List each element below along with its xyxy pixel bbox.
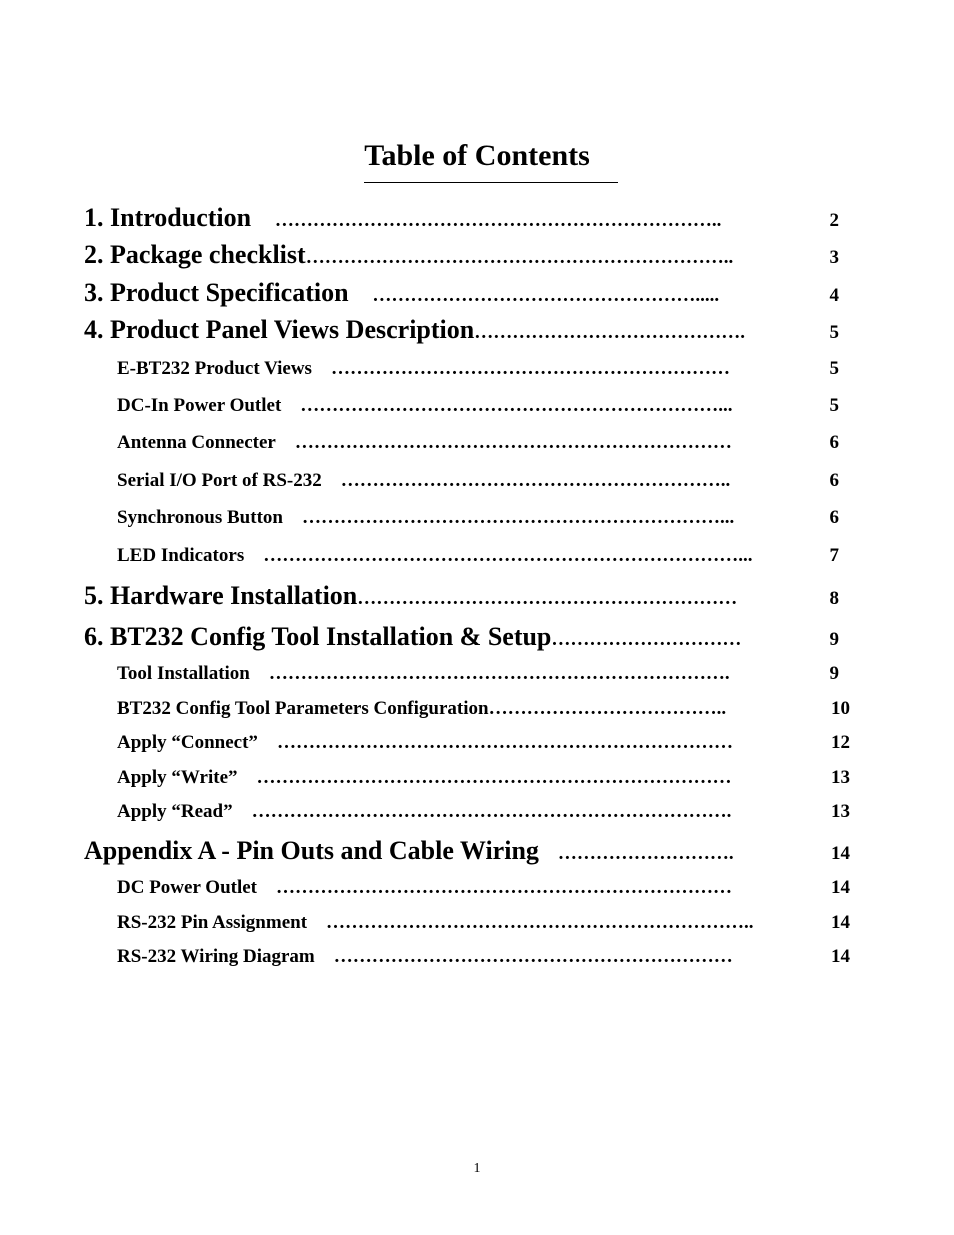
- toc-entry-page: 3: [829, 247, 839, 268]
- toc-entry-hardware-installation[interactable]: [84, 579, 839, 613]
- toc-entry-tool-installation[interactable]: [117, 661, 839, 687]
- toc-leader-dots: …………………………………………………………………...: [244, 545, 753, 566]
- toc-entry-page: 14: [831, 946, 850, 967]
- toc-entry-label: LED Indicators: [117, 545, 245, 566]
- toc-entry-product-specification[interactable]: [84, 276, 839, 310]
- toc-entry-page: 14: [831, 843, 850, 864]
- toc-entry-label: 4. Product Panel Views Description: [84, 315, 475, 344]
- toc-entry-label: DC-In Power Outlet: [117, 395, 282, 416]
- toc-leader-dots: ………………………………………………………………: [257, 877, 733, 898]
- toc-leader-dots: …………………………: [551, 629, 742, 650]
- toc-entry-config-tool-installation[interactable]: [84, 620, 839, 654]
- toc-entry-label: RS-232 Pin Assignment: [117, 912, 308, 933]
- toc-entry-label: Antenna Connecter: [117, 432, 276, 453]
- toc-entry-label: 3. Product Specification: [84, 278, 349, 307]
- toc-leader-dots: …………………………………………………………………: [237, 767, 732, 788]
- toc-entry-serial-io-port[interactable]: [117, 468, 839, 494]
- toc-entry-label: 1. Introduction: [84, 203, 252, 232]
- toc-entry-label: Synchronous Button: [117, 507, 283, 528]
- toc-entry-label: 2. Package checklist: [84, 240, 306, 269]
- toc-leader-dots: ………………………………………………………………….: [232, 801, 732, 822]
- toc-leader-dots: …………………………………………………………...: [282, 507, 735, 528]
- toc-entry-page: 9: [829, 663, 839, 684]
- toc-leader-dots: ……………………….: [538, 843, 753, 864]
- toc-entry-page: 12: [831, 732, 850, 753]
- toc-leader-dots: ………………………………………………………………: [257, 732, 733, 753]
- toc-entry-page: 14: [831, 877, 850, 898]
- toc-entry-package-checklist[interactable]: [84, 238, 839, 272]
- toc-entry-page: 5: [829, 395, 839, 416]
- toc-entry-label: 5. Hardware Installation: [84, 581, 358, 610]
- toc-entry-appendix-a[interactable]: [84, 834, 850, 868]
- toc-leader-dots: …………………………………………………………..: [305, 247, 734, 268]
- toc-entry-synchronous-button[interactable]: [117, 505, 839, 531]
- toc-entry-rs232-pin-assignment[interactable]: [117, 910, 850, 936]
- toc-entry-page: 5: [829, 322, 839, 343]
- toc-entry-label: DC Power Outlet: [117, 877, 258, 898]
- toc-entry-label: Tool Installation: [117, 663, 250, 684]
- toc-leader-dots: …………………………………….: [474, 322, 745, 343]
- toc-entry-page: 2: [829, 210, 839, 231]
- toc-leader-dots: ………………………………………………………: [314, 946, 733, 967]
- toc-leader-dots: …………………………………………….....: [348, 285, 720, 306]
- toc-entry-page: 14: [831, 912, 850, 933]
- toc-leader-dots: ……………………………………………………………….: [249, 663, 730, 684]
- toc-entry-product-views[interactable]: [117, 356, 839, 382]
- toc-entry-page: 8: [829, 588, 839, 609]
- toc-entry-label: Apply “Read”: [117, 801, 233, 822]
- toc-entry-page: 13: [831, 767, 850, 788]
- toc-leader-dots: ……………………………………………………..: [321, 470, 731, 491]
- toc-entry-product-panel-views[interactable]: [84, 313, 839, 347]
- toc-entry-apply-read[interactable]: [117, 799, 850, 825]
- toc-entry-page: 4: [829, 285, 839, 306]
- toc-entry-parameters-configuration[interactable]: [117, 696, 850, 722]
- toc-entry-label: Serial I/O Port of RS-232: [117, 470, 322, 491]
- toc-entry-page: 7: [829, 545, 839, 566]
- toc-entry-page: 10: [831, 698, 850, 719]
- toc-leader-dots: ………………………………………………………: [311, 358, 730, 379]
- toc-entry-apply-connect[interactable]: [117, 730, 850, 756]
- toc-entry-page: 6: [829, 432, 839, 453]
- toc-entry-page: 5: [829, 358, 839, 379]
- title-underline: [364, 182, 618, 183]
- toc-entry-label: Appendix A - Pin Outs and Cable Wiring: [84, 836, 539, 865]
- toc-entry-page: 9: [829, 629, 839, 650]
- toc-leader-dots: …………………………………………………………..: [307, 912, 754, 933]
- footer-page-number: 1: [473, 1161, 481, 1176]
- toc-entry-label: 6. BT232 Config Tool Installation & Setup: [84, 622, 552, 651]
- toc-leader-dots: ……………………………………………………………: [275, 432, 732, 453]
- toc-entry-introduction[interactable]: [84, 201, 839, 235]
- toc-leader-dots: ……………………………………………………: [357, 588, 738, 609]
- toc-leader-dots: ……………………………………………………………..: [251, 210, 722, 231]
- toc-entry-antenna-connecter[interactable]: [117, 430, 839, 456]
- toc-entry-led-indicators[interactable]: [117, 543, 839, 569]
- toc-entry-apply-write[interactable]: [117, 765, 850, 791]
- toc-entry-dc-power-outlet[interactable]: [117, 875, 850, 901]
- toc-entry-page: 6: [829, 507, 839, 528]
- page-title: Table of Contents: [364, 139, 590, 172]
- toc-entry-page: 6: [829, 470, 839, 491]
- toc-entry-label: E-BT232 Product Views: [117, 358, 312, 379]
- toc-leader-dots: ………………………………..: [488, 698, 727, 719]
- toc-entry-page: 13: [831, 801, 850, 822]
- toc-leader-dots: …………………………………………………………...: [281, 395, 733, 416]
- toc-entry-label: RS-232 Wiring Diagram: [117, 946, 315, 967]
- toc-entry-label: Apply “Write”: [117, 767, 238, 788]
- toc-entry-dc-in-power-outlet[interactable]: [117, 393, 839, 419]
- toc-entry-label: Apply “Connect”: [117, 732, 258, 753]
- toc-entry-label: BT232 Config Tool Parameters Configuration: [117, 698, 489, 719]
- toc-entry-rs232-wiring-diagram[interactable]: [117, 944, 850, 970]
